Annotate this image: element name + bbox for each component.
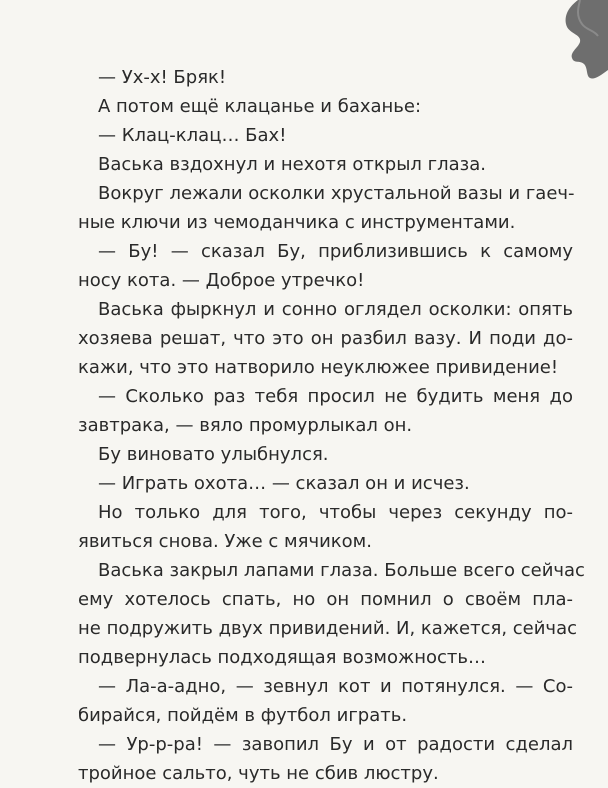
text-line: Васька закрыл лапами глаза. Больше всего сейчас xyxy=(98,560,585,581)
text-line: явиться снова. Уже с мячиком. xyxy=(78,531,372,552)
text-line: — Ур-р-ра! — завопил Бу и от радости сделал xyxy=(98,734,573,755)
text-line: — Ла-а-адно, — зевнул кот и потянулся. — Со- xyxy=(98,676,573,697)
text-line: Васька фыркнул и сонно оглядел осколки: опять xyxy=(98,299,573,320)
story-text xyxy=(78,63,585,788)
text-line: бирайся, пойдём в футбол играть. xyxy=(78,705,408,726)
text-line: ные ключи из чемоданчика с инструментами. xyxy=(78,212,516,233)
text-line: — Клац-клац… Бах! xyxy=(98,125,287,146)
text-line: хозяева решат, что это он разбил вазу. И поди до- xyxy=(78,328,573,349)
text-line: ему хотелось спать, но он помнил о своём пла- xyxy=(78,589,573,610)
text-line: подвернулась подходящая возможность… xyxy=(78,647,486,668)
text-line: Но только для того, чтобы через секунду по- xyxy=(98,502,573,523)
text-line: Вокруг лежали осколки хрустальной вазы и гаеч- xyxy=(98,183,575,204)
text-line: — Бу! — сказал Бу, приблизившись к самому xyxy=(98,241,573,262)
text-line: — Сколько раз тебя просил не будить меня до xyxy=(98,386,573,407)
text-line: Бу виновато улыбнулся. xyxy=(98,444,329,465)
text-line: носу кота. — Доброе утречко! xyxy=(78,270,365,291)
text-line: А потом ещё клацанье и баханье: xyxy=(98,96,422,117)
text-line: — Играть охота… — сказал он и исчез. xyxy=(98,473,470,494)
text-line: не подружить двух привидений. И, кажется, сейчас xyxy=(78,618,577,639)
text-line: тройное сальто, чуть не сбив люстру. xyxy=(78,763,439,784)
text-line: — Ух-х! Бряк! xyxy=(98,67,227,88)
text-line: завтрака, — вяло промурлыкал он. xyxy=(78,415,413,436)
text-line: кажи, что это натворило неуклюжее привидение! xyxy=(78,357,559,378)
text-line: Васька вздохнул и нехотя открыл глаза. xyxy=(98,154,486,175)
